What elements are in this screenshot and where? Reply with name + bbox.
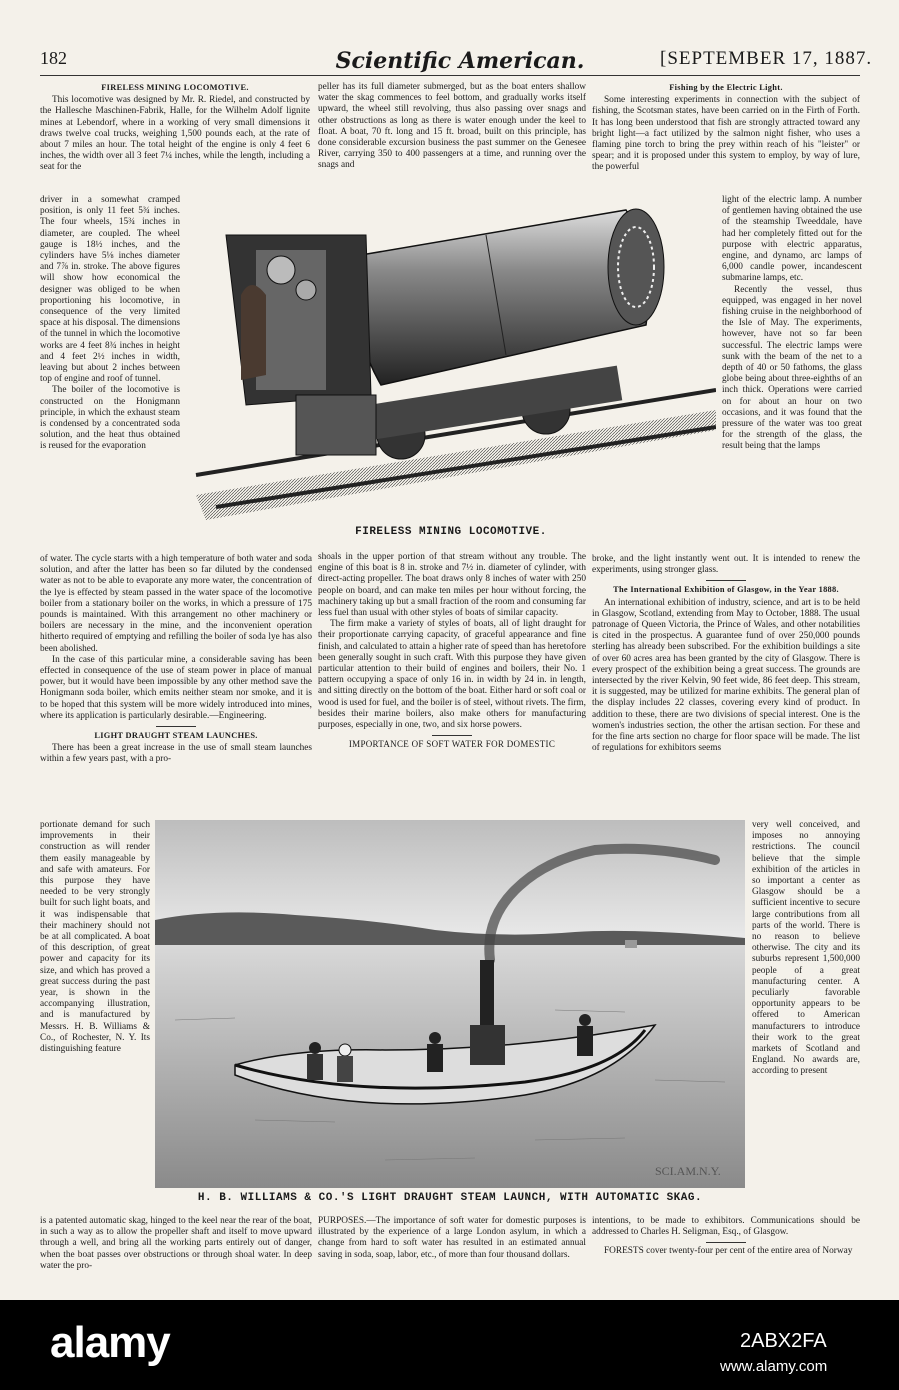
col2-top (318, 82, 586, 195)
col2-paragraph: shoals in the upper portion of that stream without any trouble. The engine of this boat is 8 in. stroke and 7½ in. diameter of cylinder, with direct-acting propeller. The boat draws only 8 inches of water with 250 people on board, and can make ten miles per hour without forcing, the machinery taking up but a small fraction of the room and consuming far less fuel than usual with other styles of boats of similar capacity. (318, 552, 586, 619)
col3-narrow-2 (752, 820, 860, 1215)
article-heading-glasgow: The International Exhibition of Glasgow, in the Year 1888. (613, 585, 839, 595)
col3-lower (592, 554, 860, 816)
col1-top (40, 82, 310, 195)
col3-paragraph: Some interesting experiments in connection with the subject of fishing, the Scotsman states, have been carried on in the Firth of Forth. It has long been understood that fish are strongly attracted toward any bright light—a fact utilized by the salmon night fisher, who uses a flaming pine torch to bring the prey within reach of his "leister" or spear; and it is proposed under this system to employ, by way of lure, the powerful (592, 95, 860, 173)
article-heading-fishing: Fishing by the Electric Light. (669, 83, 783, 92)
col2-paragraph: PURPOSES.—The importance of soft water for domestic purposes is illustrated by the experience of a large London asylum, in which a change from hard to soft water has resulted in an estimated annual saving in soda, soap, labor, etc., of more than four thousand dollars. (318, 1216, 586, 1260)
col1-paragraph: The boiler of the locomotive is constructed on the Honigmann principle, in which the exhaust steam is condensed by a concentrated soda solution, and the heat thus obtained is reused for the evaporation (40, 385, 180, 452)
col3-paragraph: broke, and the light instantly went out. It is intended to renew the experiments, using stronger glass. (592, 554, 860, 576)
col2-middle (318, 552, 586, 816)
col3-paragraph: very well conceived, and imposes no annoying restrictions. The council believe that the simple exhibition of the articles in so important a center as Glasgow should be a sufficient incentive to secure large contributions from all parts of the world. There is no reason to believe otherwise. The city and its suburbs represent 1,500,000 people of a great manufacturing center. A peculiarly favorable opportunity appears to be offered to American manufacturers to introduce their work to the great markets of Scotland and England. No awards are, according to present (752, 820, 860, 1077)
col3-top (592, 82, 860, 195)
col1-paragraph: driver in a somewhat cramped position, is only 11 feet 5¾ inches. The four wheels, 15¾ inches in diameter, are coupled. The wheel gauge is 18½ inches, and the cylinders have 5⅛ inches diameter and 7⅞ in. stroke. The above figures will show how economical the designer was obliged to be when proportioning his locomotive, in consequence of the very limited space at his disposal. The dimensions of the tunnel in which the locomotive works are 4 feet 8¾ inches in height and 4 feet 2½ inches in width, leaving but about 2 inches between top of engine and roof of tunnel. (40, 195, 180, 385)
col3-paragraph: Recently the vessel, thus equipped, was engaged in her novel fishing cruise in the neighborhood of the Isle of May. The experiments, however, have not so far been successful. The electric lamps were sunk with the beam of the net to a depth of 40 or 50 fathoms, the glass globe being about three-eighths of an inch thick. Operations were carried on for about an hour on two occasions, and it was found that the pressure of the water was too great for the strength of the glass, the result being that the lamps (722, 284, 862, 452)
col1-paragraph: is a patented automatic skag, hinged to the keel near the rear of the boat, in such a way as to allow the propeller shaft and itself to move upward through a well, and bring all the working parts entirely out of danger, when the boat passes over obstructions or through shoal water. In deep water the pro- (40, 1216, 312, 1271)
col2-paragraph: The firm make a variety of styles of boats, all of light draught for their proportionate carrying capacity, of graceful appearance and fine finish, and calculated to attain a higher rate of speed than has heretofore been generally sought in such craft. With this purpose they have given particular attention to their build of engines and boilers, their No. 1 pattern occupying a space of only 16 in. in width by 24 in. in length, and sitting directly on the bottom of the boat. Either hard or soft coal or wood is used for fuel, and the boiler is of steel, without rivets. The firm, besides their marine boilers, also make others for manufacturing purposes, especially in one, two, and six horse powers. (318, 619, 586, 731)
col1-bottom (40, 1216, 312, 1298)
col1-paragraph: There has been a great increase in the use of small steam launches within a few years past, with a pro- (40, 743, 312, 765)
col3-paragraph: light of the electric lamp. A number of gentlemen having obtained the use of the steamship Tweeddale, have had her completely fitted out for the purpose with electric apparatus, engine, and dynamo, arc lamps of 6,000 candle power, incandescent submarine lamps, etc. (722, 195, 862, 284)
steam-launch-engraving (155, 820, 745, 1188)
separator (156, 726, 196, 727)
page-number: 182 (40, 48, 67, 68)
header-rule (40, 75, 860, 76)
watermark-image-code: 2ABX2FA (740, 1330, 827, 1352)
col3-paragraph: FORESTS cover twenty-four per cent of the entire area of Norway (604, 1246, 853, 1257)
col1-paragraph: In the case of this particular mine, a considerable saving has been effected in consequence of the use of steam power in place of manual power, but it would have been impossible by any other method save the Honigmann soda boiler, which emits neither steam nor smoke, and it is to be hoped that this system will be more widely introduced into mines, where its application is particularly desirable.—Engineering. (40, 654, 312, 721)
col1-paragraph: portionate demand for such improvements in their construction as will render them easily manageable by and safe with amateurs. For this purpose they have needed to be very strongly built for such light boats, and it was indispensable that their machinery should not be at all complicated. A boat of this description, of great power and capacity for its size, and which has proved a great success during the past year, is shown in the accompanying illustration, and is manufactured by Messrs. H. B. Williams & Co., of Rochester, N. Y. Its distinguishing feature (40, 820, 150, 1055)
col1-paragraph: This locomotive was designed by Mr. R. Riedel, and constructed by the Hallesche Maschinen-Fabrik, Halle, for the Wilhelm Adolf lignite mines at Lebendorf, where in a working of very small dimensions it draws twelve coal trucks, weighing 1,500 pounds each, at the rate of about 7 miles an hour. The total height of the engine is only 4 feet 6 inches, the width over all 3 feet 7¼ inches, while the length, including a seat for the (40, 95, 310, 173)
col3-narrow (722, 195, 862, 553)
separator (706, 580, 746, 581)
col3-paragraph: intentions, to be made to exhibitors. Communications should be addressed to Charles H. Seligman, Esq., of Glasgow. (592, 1216, 860, 1238)
col3-bottom (592, 1216, 860, 1298)
locomotive-caption: FIRELESS MINING LOCOMOTIVE. (355, 526, 547, 538)
launch-caption: H. B. WILLIAMS & CO.'S LIGHT DRAUGHT STEAM LAUNCH, WITH AUTOMATIC SKAG. (197, 1192, 703, 1204)
article-heading-launches: LIGHT DRAUGHT STEAM LAUNCHES. (94, 731, 258, 741)
col2-bottom (318, 1216, 586, 1298)
watermark-url: www.alamy.com (720, 1358, 828, 1375)
issue-date: [SEPTEMBER 17, 1887. (660, 48, 873, 69)
separator (432, 735, 472, 736)
locomotive-engraving (186, 195, 716, 520)
col2-paragraph: peller has its full diameter submerged, but as the boat enters shallow water the skag commences to feel bottom, and gradually works itself upward, the wheel still revolving, thus also passing over snags and other obstructions as long as there is water enough under the keel to float. A boat, 70 ft. long and 15 ft. broad, built on this principle, has done considerable excursion business the past summer on the Genesee River, carrying 350 to 400 passengers at a time, and running over the snags and (318, 82, 586, 171)
col1-narrow-2 (40, 820, 150, 1215)
article-heading-soft-water: IMPORTANCE OF SOFT WATER FOR DOMESTIC (348, 739, 556, 750)
col1-paragraph: of water. The cycle starts with a high temperature of both water and soda solution, and after the latter has been so far diluted by the condensed water as not to be able to evaporate any more water, the concentration of the lye is effected by steam passed in the water space of the locomotive boiler from a stationary boiler on the works, in which a pressure of 175 pounds is maintained. With this arrangement no other machinery or boilers are necessary in the mine, and the inconvenient operation hitherto required of emptying and refilling the boiler of soda lye has also been abolished. (40, 554, 312, 654)
col1-lower (40, 554, 312, 806)
col1-narrow (40, 195, 180, 553)
separator (706, 1242, 746, 1243)
engraver-signature: SCI.AM.N.Y. (655, 1164, 721, 1178)
masthead-title: Scientific American. (335, 48, 585, 74)
col3-paragraph: An international exhibition of industry, science, and art is to be held in Glasgow, Scotland, extending from May to October, 1888. The usual patronage of Queen Victoria, the Prince of Wales, and other notabilities is cited in the prospectus. A guarantee fund of over 250,000 pounds sterling has already been subscribed. For the exhibition buildings a site of over 60 acres area has been granted by the city of Glasgow. There is every prospect of the exhibition being a great success. The grounds are intersected by the river Kelvin, 90 feet wide, 86 feet deep. This stream, it is suggested, may be utilized for marine exhibits. The general plan of the display includes 22 classes, covering every kind of product. In addition to these, there are two divisions of special interest. One is the women's industries section, the other the artisan section. For these and for the fine arts section no charge for floor space will be made. The list of regulations for exhibitors seems (592, 597, 860, 754)
watermark-logo: alamy (50, 1318, 170, 1367)
article-heading-fireless: FIRELESS MINING LOCOMOTIVE. (101, 83, 249, 92)
